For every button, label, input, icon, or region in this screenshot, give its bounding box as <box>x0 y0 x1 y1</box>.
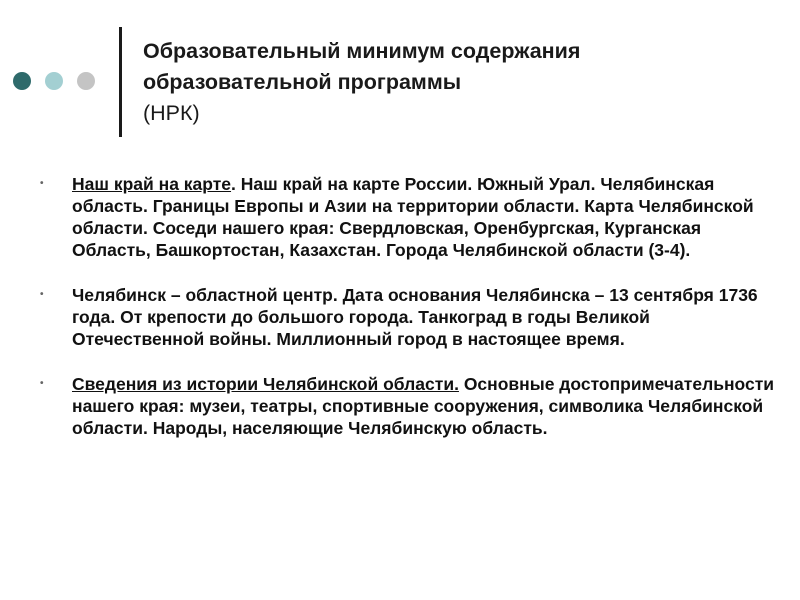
list-item-region-history <box>40 373 780 439</box>
dot-light-teal <box>45 72 63 90</box>
bullet-icon: • <box>40 289 44 300</box>
item-text: . Наш край на карте России. Южный Урал. Челябинская область. Границы Европы и Азии на территории области. Карта Челябинской области. Соседи нашего края: Свердловская, Оренбургская, Курганская Область, Башкортостан, Казахстан. Города Челябинской области (3-4). <box>72 174 754 260</box>
list-item-chelyabinsk-center <box>40 284 780 350</box>
bullet-icon: • <box>40 178 44 189</box>
dot-grey <box>77 72 95 90</box>
title-divider <box>119 27 122 137</box>
bullet-icon: • <box>40 378 44 389</box>
list-item-region-map <box>40 173 780 261</box>
decorative-dots <box>13 72 95 90</box>
title-subtitle: (НРК) <box>143 101 200 125</box>
slide-title <box>143 36 783 129</box>
item-heading: Сведения из истории Челябинской области. <box>72 374 459 394</box>
dot-dark-teal <box>13 72 31 90</box>
item-heading: Наш край на карте <box>72 174 232 194</box>
title-line-1: Образовательный минимум содержания <box>143 39 581 63</box>
bullet-list <box>40 173 780 462</box>
title-line-2: образовательной программы <box>143 70 462 94</box>
item-text: Челябинск – областной центр. Дата основания Челябинска – 13 сентября 1736 года. От крепости до большого города. Танкоград в годы Великой Отечественной войны. Миллионный город в настоящее время. <box>72 285 758 349</box>
item-text: Основные достопримечательности нашего края: музеи, театры, спортивные сооружения, символика Челябинской области. Народы, населяющие Челябинскую область. <box>72 374 775 438</box>
